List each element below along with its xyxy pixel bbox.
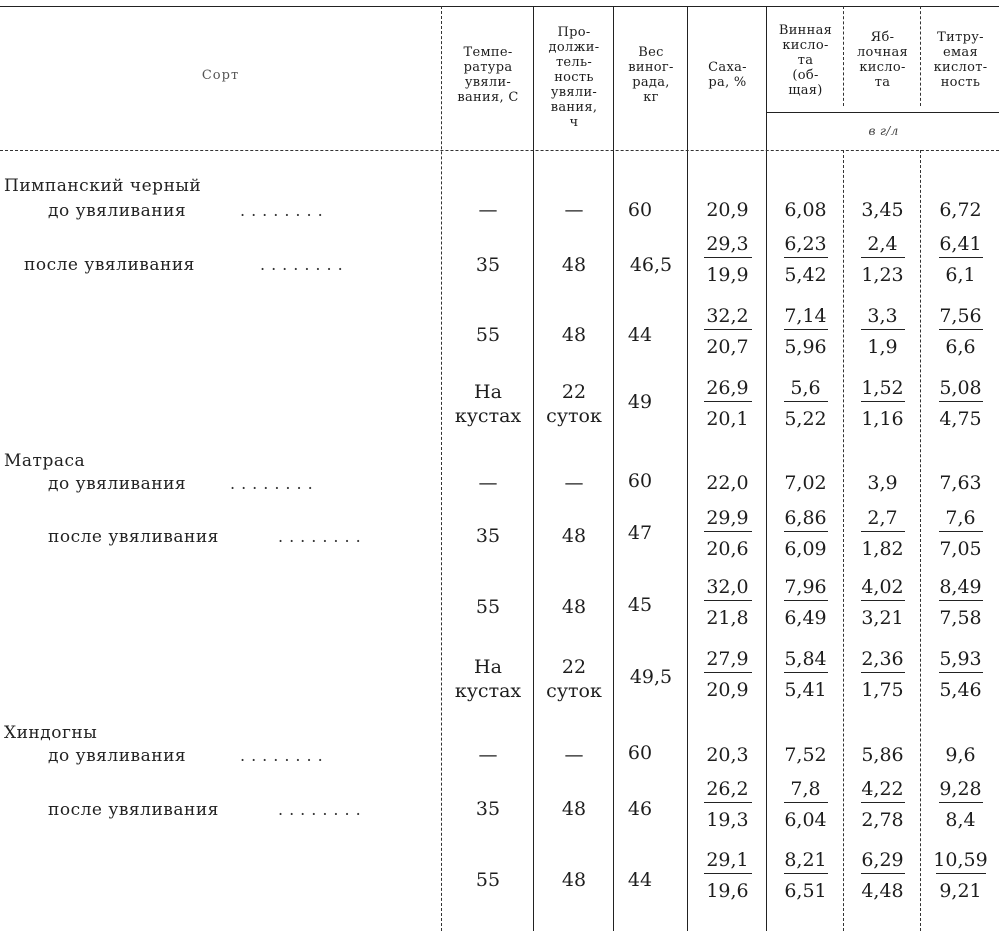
r11-malic — [845, 849, 920, 902]
r6-tartaric-top: 6,86 — [784, 507, 827, 529]
r3-duration: 48 — [561, 324, 587, 346]
r8-temp-b: кустах — [454, 680, 522, 702]
variety-1-before: до увяливания — [48, 201, 187, 221]
r3-tartaric-top: 7,14 — [784, 305, 827, 327]
variety-2-after: после увяливания — [48, 527, 219, 547]
r11-temp: 55 — [475, 869, 501, 891]
r5-tartaric: 7,02 — [784, 472, 827, 494]
r4-titratable-top: 5,08 — [939, 377, 982, 399]
r7-titratable-top: 8,49 — [939, 576, 982, 598]
r7-sugar-top: 32,0 — [706, 576, 749, 598]
r10-malic — [845, 778, 920, 831]
unit-rule — [766, 112, 999, 113]
r10-duration: 48 — [561, 798, 587, 820]
r11-malic-bottom: 4,48 — [861, 880, 904, 902]
r1-temp: — — [478, 199, 498, 221]
r9-tartaric: 7,52 — [784, 744, 827, 766]
r3-sugar — [689, 305, 766, 358]
r5-temp: — — [478, 472, 498, 494]
r8-sugar — [689, 648, 766, 701]
r6-duration: 48 — [561, 525, 587, 547]
leader-dots: ........ — [260, 255, 349, 274]
r3-sugar-bottom: 20,7 — [706, 336, 749, 358]
col-rule-3 — [613, 6, 614, 931]
r6-malic-top: 2,7 — [867, 507, 898, 529]
r6-tartaric — [768, 507, 843, 560]
r10-weight: 46 — [627, 798, 653, 820]
variety-1-name: Пимпанский черный — [4, 176, 202, 196]
r7-malic-top: 4,02 — [861, 576, 904, 598]
r6-tartaric-bottom: 6,09 — [784, 538, 827, 560]
r4-temp-b: кустах — [454, 405, 522, 427]
r5-sugar: 22,0 — [706, 472, 749, 494]
r4-tartaric-top: 5,6 — [790, 377, 821, 399]
r8-sugar-bottom: 20,9 — [706, 679, 749, 701]
leader-dots: ........ — [240, 746, 329, 765]
r10-titratable-top: 9,28 — [939, 778, 982, 800]
r2-tartaric — [768, 233, 843, 286]
r9-malic: 5,86 — [861, 744, 904, 766]
r4-malic-bottom: 1,16 — [861, 408, 904, 430]
r10-tartaric-top: 7,8 — [790, 778, 821, 800]
r6-titratable-bottom: 7,05 — [939, 538, 982, 560]
r8-malic-top: 2,36 — [861, 648, 904, 670]
r2-tartaric-bottom: 5,42 — [784, 264, 827, 286]
r10-tartaric — [768, 778, 843, 831]
r3-titratable-top: 7,56 — [939, 305, 982, 327]
r4-sugar — [689, 377, 766, 430]
r7-sugar-bottom: 21,8 — [706, 607, 749, 629]
r6-sugar — [689, 507, 766, 560]
r7-weight: 45 — [627, 594, 653, 616]
r11-duration: 48 — [561, 869, 587, 891]
r7-tartaric-bottom: 6,49 — [784, 607, 827, 629]
header-tartaric: Винная кисло- та (об- щая) — [778, 22, 833, 98]
r4-duration-b: суток — [546, 405, 602, 427]
r10-titratable — [922, 778, 999, 831]
header-duration: Про- должи- тель- ность увяли- вания, ч — [548, 25, 600, 130]
r10-titratable-bottom: 8,4 — [945, 809, 976, 831]
r8-tartaric — [768, 648, 843, 701]
header-unit: в г/л — [868, 123, 899, 138]
variety-3-before: до увяливания — [48, 746, 187, 766]
col-rule-6 — [843, 150, 844, 931]
r8-tartaric-bottom: 5,41 — [784, 679, 827, 701]
r2-titratable-top: 6,41 — [939, 233, 982, 255]
r11-titratable-top: 10,59 — [933, 849, 988, 871]
r2-titratable — [922, 233, 999, 286]
r5-duration: — — [564, 472, 584, 494]
r3-weight: 44 — [627, 324, 653, 346]
col-rule-1 — [441, 6, 442, 931]
r10-sugar-bottom: 19,3 — [706, 809, 749, 831]
header-titratable: Титру- емая кислот- ность — [933, 30, 988, 90]
variety-3-after: после увяливания — [48, 800, 219, 820]
r8-titratable — [922, 648, 999, 701]
r8-tartaric-top: 5,84 — [784, 648, 827, 670]
r4-duration-a: 22 — [561, 381, 587, 403]
col-rule-7-top — [920, 6, 921, 106]
r8-duration-a: 22 — [561, 656, 587, 678]
r2-duration: 48 — [561, 254, 587, 276]
variety-2-name: Матраса — [4, 451, 86, 471]
r5-titratable: 7,63 — [939, 472, 982, 494]
r7-sugar — [689, 576, 766, 629]
r5-weight: 60 — [627, 470, 653, 492]
r4-malic — [845, 377, 920, 430]
leader-dots: ........ — [230, 474, 319, 493]
r1-titratable: 6,72 — [939, 199, 982, 221]
r11-titratable-bottom: 9,21 — [939, 880, 982, 902]
r4-tartaric-bottom: 5,22 — [784, 408, 827, 430]
r2-sugar-bottom: 19,9 — [706, 264, 749, 286]
r8-temp-a: На — [474, 656, 502, 678]
r11-sugar-top: 29,1 — [706, 849, 749, 871]
r8-titratable-top: 5,93 — [939, 648, 982, 670]
col-rule-6-top — [843, 6, 844, 106]
r11-tartaric-bottom: 6,51 — [784, 880, 827, 902]
r11-malic-top: 6,29 — [861, 849, 904, 871]
variety-1-after: после увяливания — [24, 255, 195, 275]
r9-sugar: 20,3 — [706, 744, 749, 766]
col-rule-4 — [687, 6, 688, 931]
r3-tartaric-bottom: 5,96 — [784, 336, 827, 358]
r4-weight: 49 — [627, 391, 653, 413]
r7-temp: 55 — [475, 596, 501, 618]
r8-weight: 49,5 — [629, 666, 673, 688]
r4-sugar-bottom: 20,1 — [706, 408, 749, 430]
r2-malic-bottom: 1,23 — [861, 264, 904, 286]
header-malic: Яб- лочная кисло- та — [856, 30, 909, 90]
r10-sugar — [689, 778, 766, 831]
header-bottom-rule — [0, 150, 999, 151]
r9-weight: 60 — [627, 742, 653, 764]
r3-titratable-bottom: 6,6 — [945, 336, 976, 358]
r10-malic-bottom: 2,78 — [861, 809, 904, 831]
leader-dots: ........ — [240, 201, 329, 220]
r4-tartaric — [768, 377, 843, 430]
variety-3-name: Хиндогны — [4, 723, 98, 743]
r7-titratable — [922, 576, 999, 629]
r1-weight: 60 — [627, 199, 653, 221]
r2-sugar — [689, 233, 766, 286]
r11-tartaric — [768, 849, 843, 902]
r2-temp: 35 — [475, 254, 501, 276]
top-rule — [0, 6, 999, 7]
r10-temp: 35 — [475, 798, 501, 820]
r6-temp: 35 — [475, 525, 501, 547]
r3-temp: 55 — [475, 324, 501, 346]
r3-sugar-top: 32,2 — [706, 305, 749, 327]
r8-malic-bottom: 1,75 — [861, 679, 904, 701]
header-temperature: Темпе- ратура увяли- вания, С — [457, 45, 519, 105]
r3-tartaric — [768, 305, 843, 358]
r4-temp-a: На — [474, 381, 502, 403]
r3-titratable — [922, 305, 999, 358]
r3-malic — [845, 305, 920, 358]
r10-tartaric-bottom: 6,04 — [784, 809, 827, 831]
r1-malic: 3,45 — [861, 199, 904, 221]
r4-malic-top: 1,52 — [861, 377, 904, 399]
leader-dots: ........ — [278, 800, 367, 819]
r9-duration: — — [564, 744, 584, 766]
r2-sugar-top: 29,3 — [706, 233, 749, 255]
r6-titratable-top: 7,6 — [945, 507, 976, 529]
col-rule-5 — [766, 6, 767, 931]
r11-tartaric-top: 8,21 — [784, 849, 827, 871]
r6-titratable — [922, 507, 999, 560]
r1-duration: — — [564, 199, 584, 221]
r7-tartaric-top: 7,96 — [784, 576, 827, 598]
r2-malic-top: 2,4 — [867, 233, 898, 255]
r8-titratable-bottom: 5,46 — [939, 679, 982, 701]
r8-malic — [845, 648, 920, 701]
header-sugar: Саха- ра, % — [708, 60, 747, 90]
r11-weight: 44 — [627, 869, 653, 891]
r6-sugar-top: 29,9 — [706, 507, 749, 529]
col-rule-2 — [533, 6, 534, 931]
header-sort: Сорт — [201, 67, 240, 83]
r6-malic-bottom: 1,82 — [861, 538, 904, 560]
r9-temp: — — [478, 744, 498, 766]
r6-weight: 47 — [627, 522, 653, 544]
r10-sugar-top: 26,2 — [706, 778, 749, 800]
r1-sugar: 20,9 — [706, 199, 749, 221]
r6-malic — [845, 507, 920, 560]
r3-malic-top: 3,3 — [867, 305, 898, 327]
r11-sugar-bottom: 19,6 — [706, 880, 749, 902]
r9-titratable: 9,6 — [945, 744, 976, 766]
header-weight: Вес виног- рада, кг — [628, 45, 674, 105]
r7-tartaric — [768, 576, 843, 629]
r6-sugar-bottom: 20,6 — [706, 538, 749, 560]
r1-tartaric: 6,08 — [784, 199, 827, 221]
r10-malic-top: 4,22 — [861, 778, 904, 800]
r2-titratable-bottom: 6,1 — [945, 264, 976, 286]
r7-malic — [845, 576, 920, 629]
col-rule-7 — [920, 150, 921, 931]
r7-titratable-bottom: 7,58 — [939, 607, 982, 629]
r7-malic-bottom: 3,21 — [861, 607, 904, 629]
r4-titratable-bottom: 4,75 — [939, 408, 982, 430]
r4-titratable — [922, 377, 999, 430]
r8-duration-b: суток — [546, 680, 602, 702]
r5-malic: 3,9 — [867, 472, 898, 494]
r2-weight: 46,5 — [629, 254, 673, 276]
r11-titratable — [922, 849, 999, 902]
r4-sugar-top: 26,9 — [706, 377, 749, 399]
r2-tartaric-top: 6,23 — [784, 233, 827, 255]
r11-sugar — [689, 849, 766, 902]
r3-malic-bottom: 1,9 — [867, 336, 898, 358]
r7-duration: 48 — [561, 596, 587, 618]
r8-sugar-top: 27,9 — [706, 648, 749, 670]
r2-malic — [845, 233, 920, 286]
variety-2-before: до увяливания — [48, 474, 187, 494]
leader-dots: ........ — [278, 527, 367, 546]
